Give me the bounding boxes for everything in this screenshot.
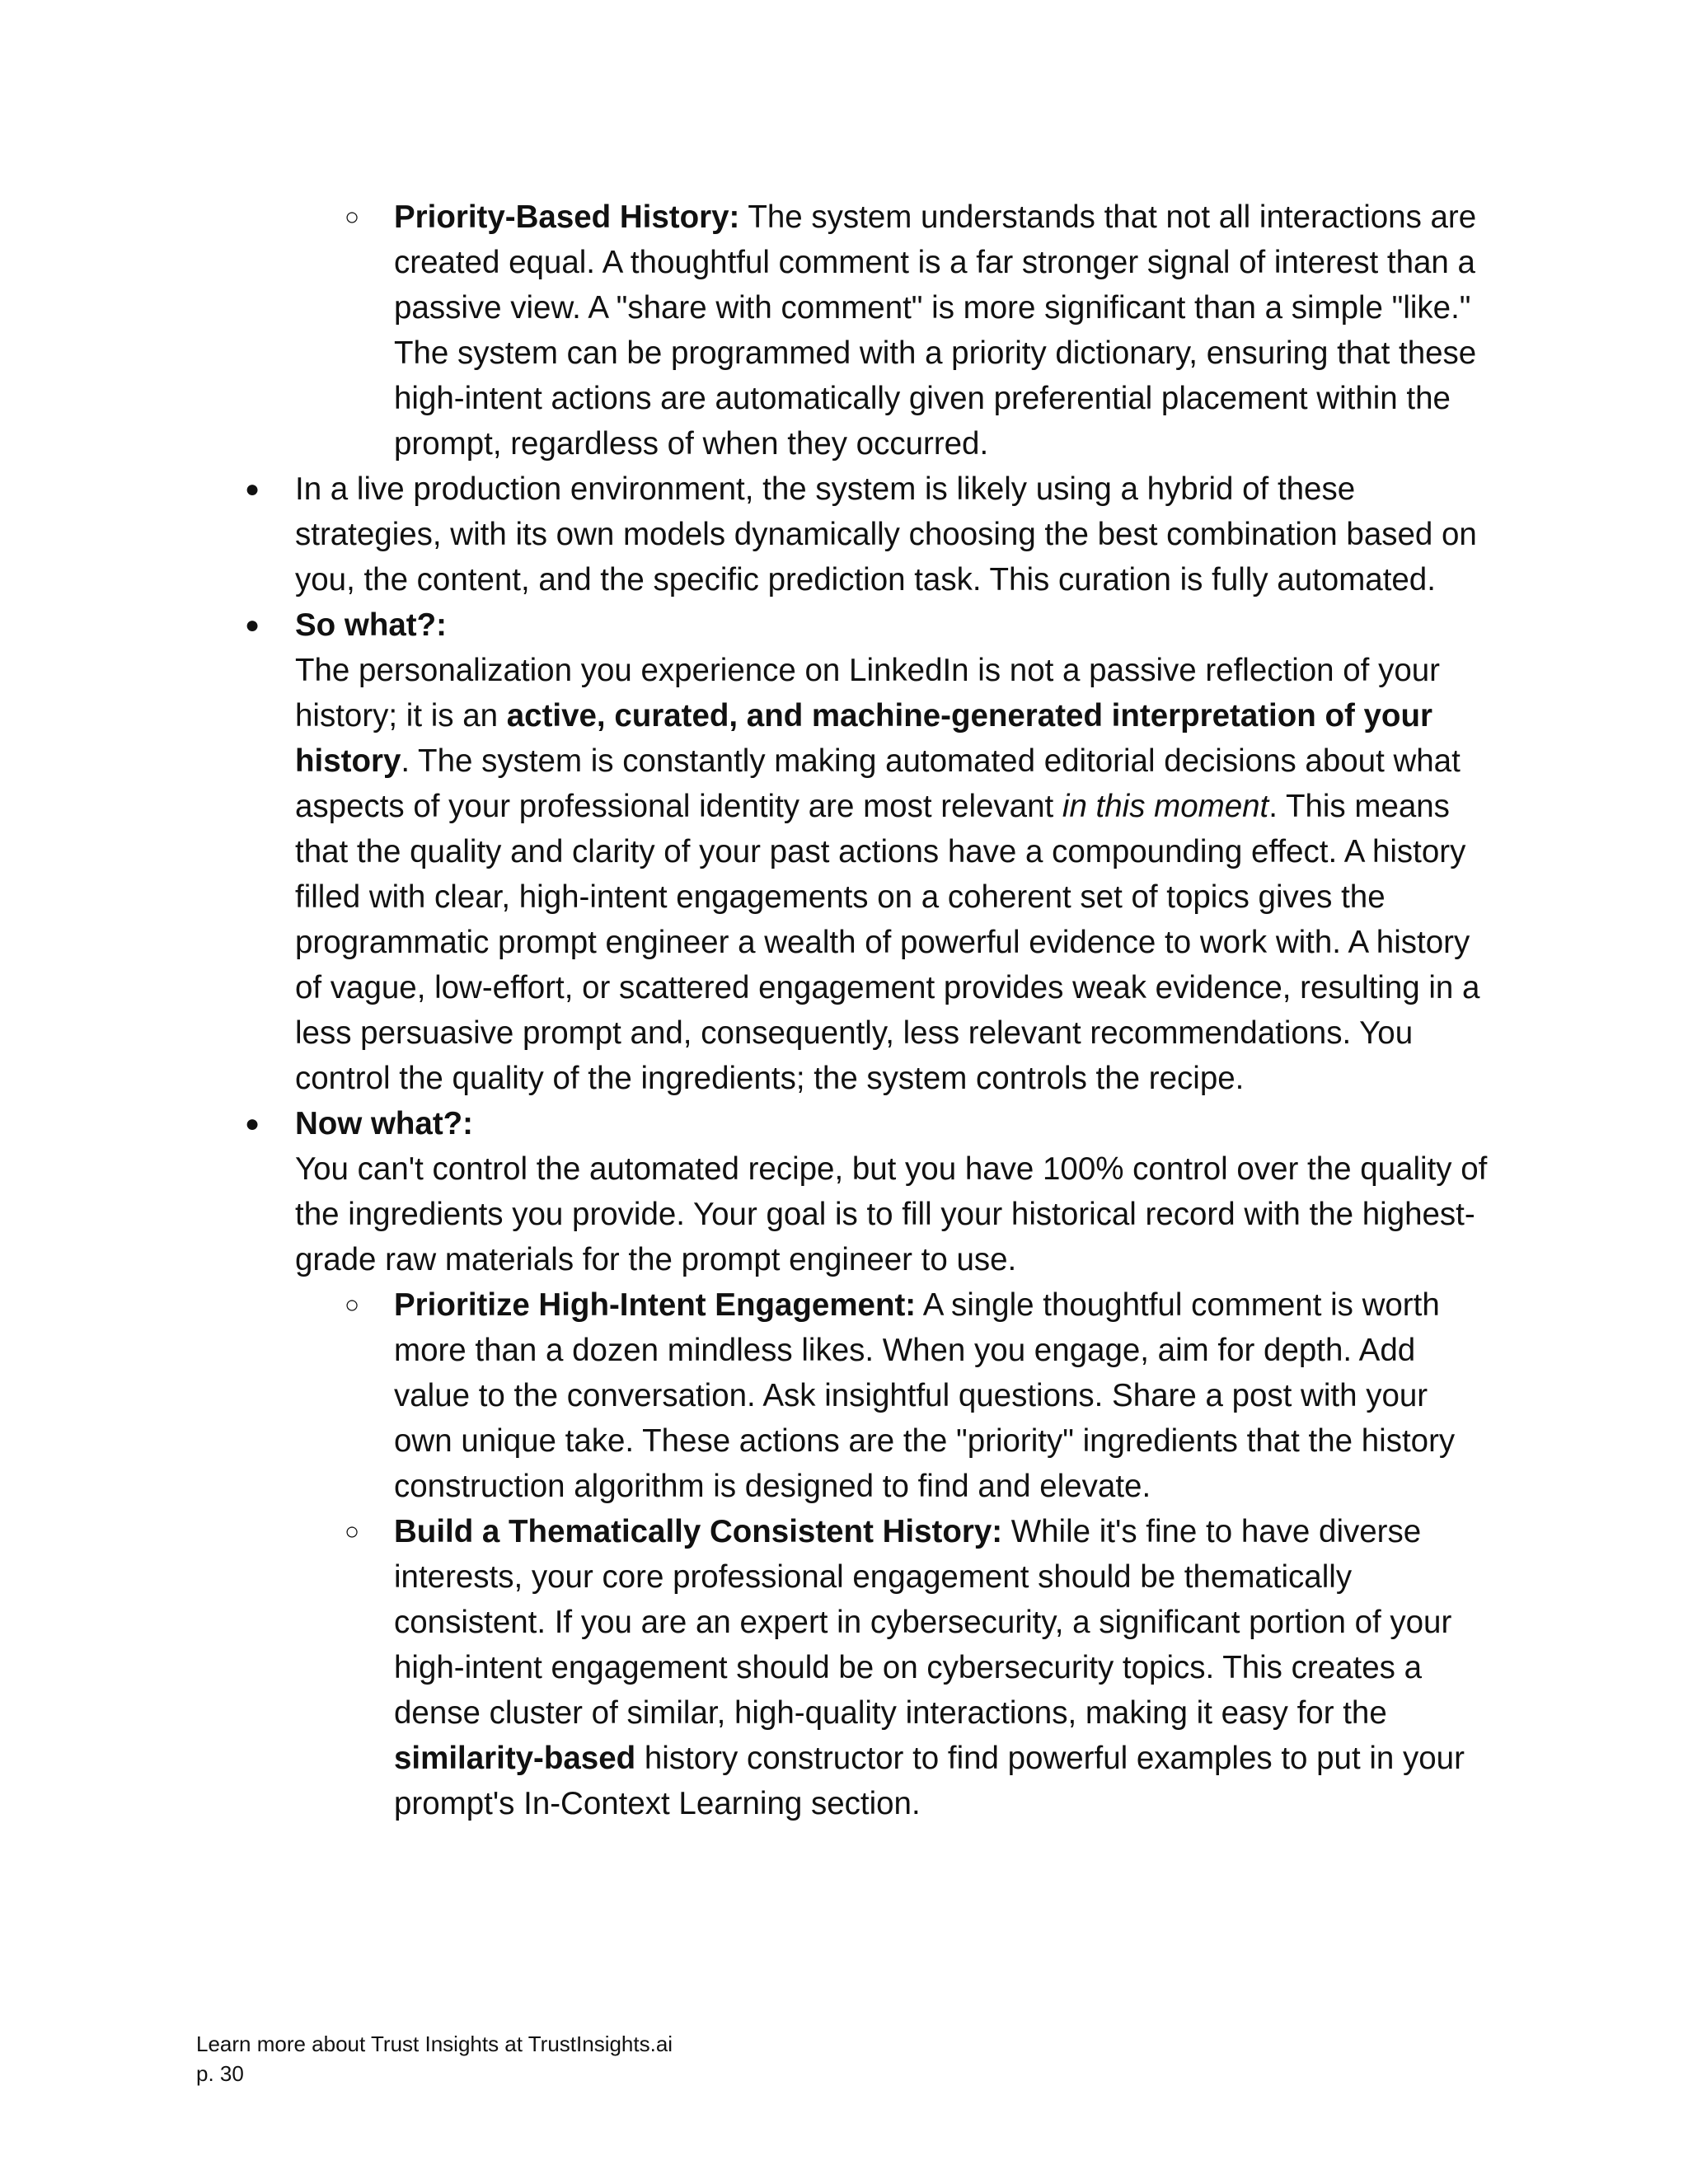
filled-bullet-icon: ●	[245, 476, 260, 503]
hollow-bullet-icon: ○	[345, 1518, 360, 1545]
filled-bullet-icon: ●	[245, 1110, 260, 1137]
list-item-priority-based-history	[345, 194, 1490, 466]
sub2-bold: similarity-based	[394, 1741, 636, 1776]
list-item-now-what	[245, 1101, 1492, 1282]
priority-history-title: Priority-Based History:	[394, 199, 740, 235]
sub2-title: Build a Thematically Consistent History:	[394, 1514, 1003, 1549]
hollow-bullet-icon: ○	[345, 1291, 360, 1319]
so-what-italic: in this moment	[1062, 789, 1269, 824]
filled-bullet-icon: ●	[245, 612, 260, 639]
list-item-so-what	[245, 602, 1492, 1101]
so-what-text-3: . This means that the quality and clarity of your past actions have a compounding effect. A history filled with clear, high-intent engagements on a coherent set of topics gives the programmatic prompt engineer a wealth of powerful evidence to work with. A history of vague, low-effort, or scattered engagement provides weak evidence, resulting in a less persuasive prompt and, consequently, less relevant recommendations. You control the quality of the ingredients; the system controls the recipe.	[295, 789, 1480, 1096]
page-number: p. 30	[196, 2061, 244, 2086]
page-footer	[196, 2029, 673, 2088]
hybrid-text: In a live production environment, the system is likely using a hybrid of these strategies, with its own models dynamically choosing the best combination based on you, the content, and the specific prediction task. This curation is fully automated.	[295, 471, 1477, 598]
now-what-title: Now what?:	[295, 1106, 473, 1141]
list-item-hybrid-strategies	[245, 466, 1492, 602]
sub2-text-1: While it's fine to have diverse interests, your core professional engagement should be thematically consistent. If you are an expert in cybersecurity, a significant portion of your high-intent engagement should be on cybersecurity topics. This creates a dense cluster of similar, high-quality interactions, making it easy for the	[394, 1514, 1452, 1731]
so-what-title: So what?:	[295, 607, 447, 643]
sub2-text-2: history constructor to find powerful examples to put in your prompt's In-Context Learning section.	[394, 1741, 1465, 1821]
list-item-thematic-history	[345, 1509, 1490, 1826]
sub1-text: A single thoughtful comment is worth more than a dozen mindless likes. When you engage, aim for depth. Add value to the conversation. Ask insightful questions. Share a post with your own unique take. These actions are the "priority" ingredients that the history construction algorithm is designed to find and elevate.	[394, 1287, 1456, 1504]
priority-history-text: The system understands that not all interactions are created equal. A thoughtful comment is a far stronger signal of interest than a passive view. A "share with comment" is more significant than a simple "like." The system can be programmed with a priority dictionary, ensuring that these high-intent actions are automatically given preferential placement within the prompt, regardless of when they occurred.	[394, 199, 1477, 462]
document-body	[0, 194, 1688, 1826]
sub1-title: Prioritize High-Intent Engagement:	[394, 1287, 917, 1323]
so-what-paragraph	[295, 648, 1492, 1101]
so-what-text-1: The personalization you experience on LinkedIn is not a passive reflection of your history; it is an	[295, 653, 1440, 733]
so-what-bold: active, curated, and machine-generated interpretation of your history	[295, 698, 1432, 779]
list-item-prioritize-high-intent	[345, 1282, 1490, 1509]
hollow-bullet-icon: ○	[345, 204, 360, 231]
so-what-text-2: . The system is constantly making automated editorial decisions about what aspects of your professional identity are most relevant	[295, 743, 1461, 824]
now-what-intro: You can't control the automated recipe, but you have 100% control over the quality of the ingredients you provide. Your goal is to fill your historical record with the highest-grade raw materials for the prompt engineer to use.	[295, 1151, 1488, 1277]
footer-line-1: Learn more about Trust Insights at TrustInsights.ai	[196, 2032, 673, 2056]
